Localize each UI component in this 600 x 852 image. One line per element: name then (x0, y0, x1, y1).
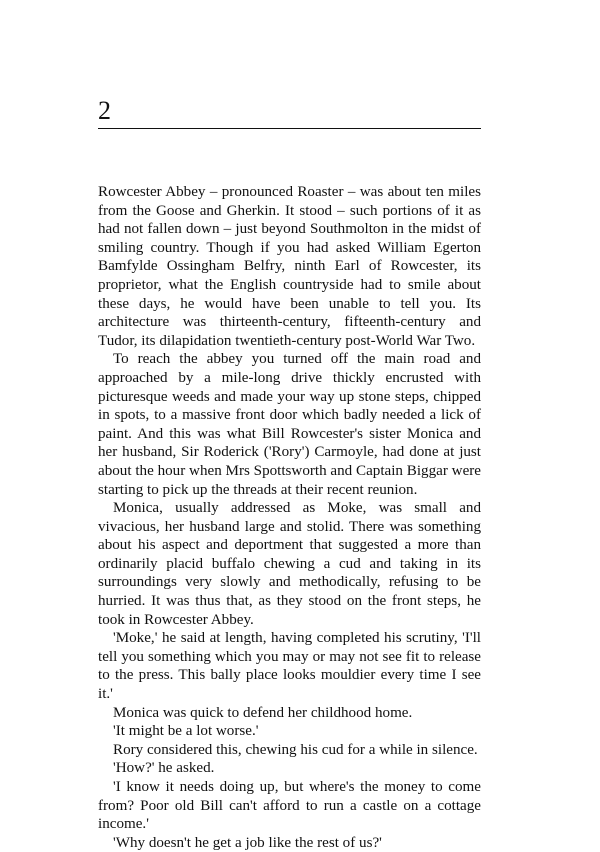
paragraph: 'It might be a lot worse.' (113, 723, 259, 740)
paragraph: Monica, usually addressed as Moke, was small and vivacious, her husband large and stolid. There was something about his aspect and deportment that suggested a more than ordinarily placid buffalo chewing a cud and taking in its surroundings very slowly and methodically, refusing to be hurried. It was thus that, as they stood on the front steps, he took in Rowcester Abbey. (98, 500, 481, 628)
paragraph: Rory considered this, chewing his cud for a while in silence. (113, 741, 478, 758)
paragraph: 'Why doesn't he get a job like the rest of us?' (113, 834, 382, 851)
chapter-rule (98, 128, 481, 129)
paragraph: 'Moke,' he said at length, having completed his scrutiny, 'I'll tell you something which you may or may not see fit to release to the press. This bally place looks mouldier every time I see it.' (98, 630, 481, 703)
paragraph: 'I know it needs doing up, but where's the money to come from? Poor old Bill can't afford to run a castle on a cottage income.' (98, 779, 481, 833)
paragraph: Monica was quick to defend her childhood home. (113, 704, 413, 721)
paragraph: Rowcester Abbey – pronounced Roaster – was about ten miles from the Goose and Gherkin. It stood – such portions of it as had not fallen down – just beyond Southmolton in the midst of smiling country. Though if you had asked William Egerton Bamfylde Ossingham Belfry, ninth Earl of Rowcester, its proprietor, what the English countryside had to smile about these days, he would have been unable to tell you. Its architecture was thirteenth-century, fifteenth-century and Tudor, its dilapidation twentieth-century post-World War Two. (98, 184, 481, 349)
paragraph: To reach the abbey you turned off the main road and approached by a mile-long drive thickly encrusted with picturesque weeds and made your way up stone steps, chipped in spots, to a massive front door which badly needed a lick of paint. And this was what Bill Rowcester's sister Monica and her husband, Sir Roderick ('Rory') Carmoyle, had done at just about the hour when Mrs Spottsworth and Captain Biggar were starting to pick up the threads at their recent reunion. (98, 351, 481, 498)
paragraph: 'How?' he asked. (113, 760, 215, 777)
chapter-body (98, 183, 481, 852)
chapter-number: 2 (98, 96, 111, 125)
